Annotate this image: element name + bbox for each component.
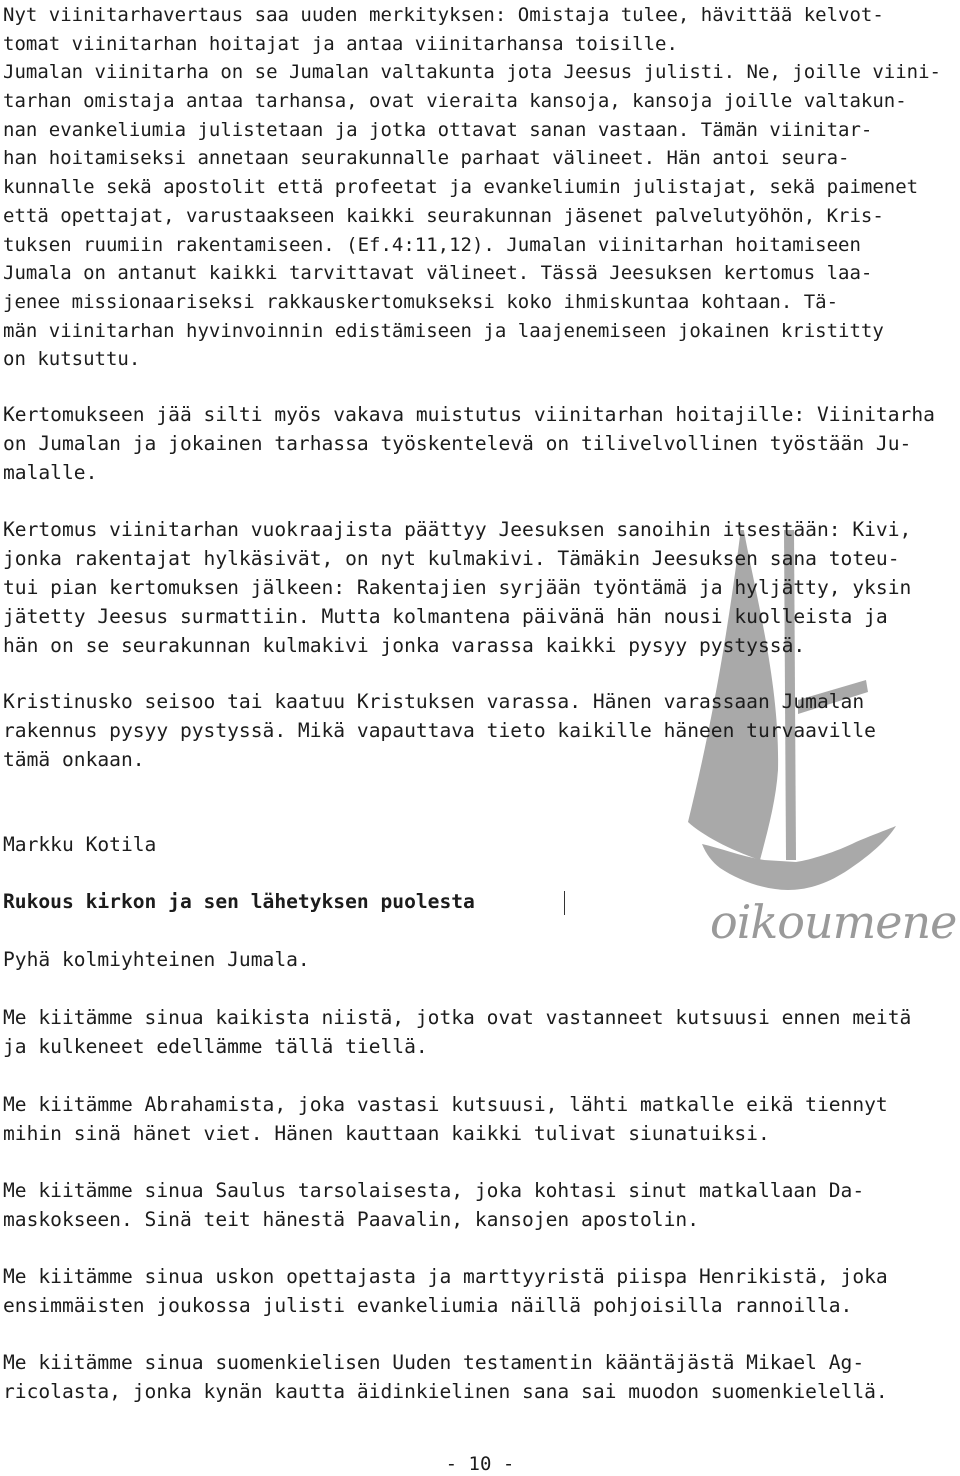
paragraph-warning xyxy=(3,400,960,487)
text-line: Nyt viinitarhavertaus saa uuden merkityksen: Omistaja tulee, hävittää kelvot- xyxy=(3,4,884,26)
prayer-paragraph xyxy=(3,1090,960,1148)
text-line: malalle. xyxy=(3,461,98,484)
text-line: tämä onkaan. xyxy=(3,748,145,771)
text-line: tuksen ruumiin rakentamiseen. (Ef.4:11,12). Jumalan viinitarhan hoitamiseen xyxy=(3,233,861,256)
prayer-heading xyxy=(3,887,960,916)
text-line: jätetty Jeesus surmattiin. Mutta kolmantena päivänä hän nousi kuolleista ja xyxy=(3,605,888,628)
text-line: Jumala on antanut kaikki tarvittavat välineet. Tässä Jeesuksen kertomus laa- xyxy=(3,262,873,285)
paragraph-christianity xyxy=(3,687,960,774)
text-line: tarhan omistaja antaa tarhansa, ovat vieraita kansoja, kansoja joille valtakun- xyxy=(3,90,907,113)
text-line: mihin sinä hänet viet. Hänen kauttaan kaikki tulivat siunatuiksi. xyxy=(3,1122,770,1145)
text-line: ja kulkeneet edellämme tällä tiellä. xyxy=(3,1035,428,1058)
text-line: Me kiitämme sinua suomenkielisen Uuden testamentin kääntäjästä Mikael Ag- xyxy=(3,1351,865,1374)
text-line: Kertomukseen jää silti myös vakava muistutus viinitarhan hoitajille: Viinitarha xyxy=(3,403,935,426)
text-line: Me kiitämme Abrahamista, joka vastasi kutsuusi, lähti matkalle eikä tiennyt xyxy=(3,1093,888,1116)
text-line: hän on se seurakunnan kulmakivi jonka varassa kaikki pysyy pystyssä. xyxy=(3,634,806,657)
text-line: han hoitamiseksi annetaan seurakunnalle parhaat välineet. Hän antoi seura- xyxy=(3,147,850,170)
author-block xyxy=(3,830,960,859)
text-line: ricolasta, jonka kynän kautta äidinkielinen sana sai muodon suomenkielellä. xyxy=(3,1380,888,1403)
prayer-paragraph xyxy=(3,1262,960,1320)
text-line: kunnalle sekä apostolit että profeetat ja evankeliumin julistajat, sekä paimenet xyxy=(3,176,919,199)
text-line: män viinitarhan hyvinvoinnin edistämiseen ja laajenemiseen jokainen kristitty xyxy=(3,319,884,342)
text-line: rakennus pysyy pystyssä. Mikä vapauttava tieto kaikille häneen turvaaville xyxy=(3,719,876,742)
prayer-greeting: Pyhä kolmiyhteinen Jumala. xyxy=(3,948,310,971)
text-line: on Jumalan ja jokainen tarhassa työskentelevä on tilivelvollinen työstään Ju- xyxy=(3,432,912,455)
page-number: - 10 - xyxy=(445,1453,515,1475)
paragraph-vineyard-parable xyxy=(3,1,960,374)
author-name: Markku Kotila xyxy=(3,833,157,856)
text-line: että opettajat, varustaakseen kaikki seurakunnan jäsenet palvelutyöhön, Kris- xyxy=(3,204,884,227)
text-line: nan evankeliumia julistetaan ja jotka ottavat sanan vastaan. Tämän viinitar- xyxy=(3,118,873,141)
greeting-block xyxy=(3,945,960,974)
text-line: Me kiitämme sinua kaikista niistä, jotka ovat vastanneet kutsuusi ennen meitä xyxy=(3,1006,912,1029)
prayer-heading-text: Rukous kirkon ja sen lähetyksen puolesta xyxy=(3,890,475,913)
text-line: Me kiitämme sinua uskon opettajasta ja marttyyristä piispa Henrikistä, joka xyxy=(3,1265,888,1288)
text-line: Kertomus viinitarhan vuokraajista päättyy Jeesuksen sanoihin itsestään: Kivi, xyxy=(3,518,912,541)
text-cursor xyxy=(564,891,565,915)
text-line: ensimmäisten joukossa julisti evankeliumia näillä pohjoisilla rannoilla. xyxy=(3,1294,853,1317)
text-line: Jumalan viinitarha on se Jumalan valtakunta jota Jeesus julisti. Ne, joille viini- xyxy=(3,61,941,84)
text-line: jonka rakentajat hylkäsivät, on nyt kulmakivi. Tämäkin Jeesuksen sana toteu- xyxy=(3,547,900,570)
text-line: jenee missionaariseksi rakkauskertomukseksi koko ihmiskuntaa kohtaan. Tä- xyxy=(3,290,839,313)
text-line: on kutsuttu. xyxy=(3,348,141,371)
prayer-paragraph xyxy=(3,1348,960,1406)
text-line: tui pian kertomuksen jälkeen: Rakentajien syrjään työntämä ja hyljätty, yksin xyxy=(3,576,912,599)
prayer-paragraph xyxy=(3,1003,960,1061)
text-line: Kristinusko seisoo tai kaatuu Kristuksen varassa. Hänen varassaan Jumalan xyxy=(3,690,865,713)
text-line: Me kiitämme sinua Saulus tarsolaisesta, joka kohtasi sinut matkallaan Da- xyxy=(3,1179,865,1202)
prayer-heading-block xyxy=(3,887,960,916)
prayer-paragraph xyxy=(3,1176,960,1234)
paragraph-cornerstone xyxy=(3,515,960,660)
text-line: maskokseen. Sinä teit hänestä Paavalin, kansojen apostolin. xyxy=(3,1208,699,1231)
text-line: tomat viinitarhan hoitajat ja antaa viinitarhansa toisille. xyxy=(3,32,678,55)
oikoumene-logo-text: oikoumene xyxy=(710,895,957,949)
